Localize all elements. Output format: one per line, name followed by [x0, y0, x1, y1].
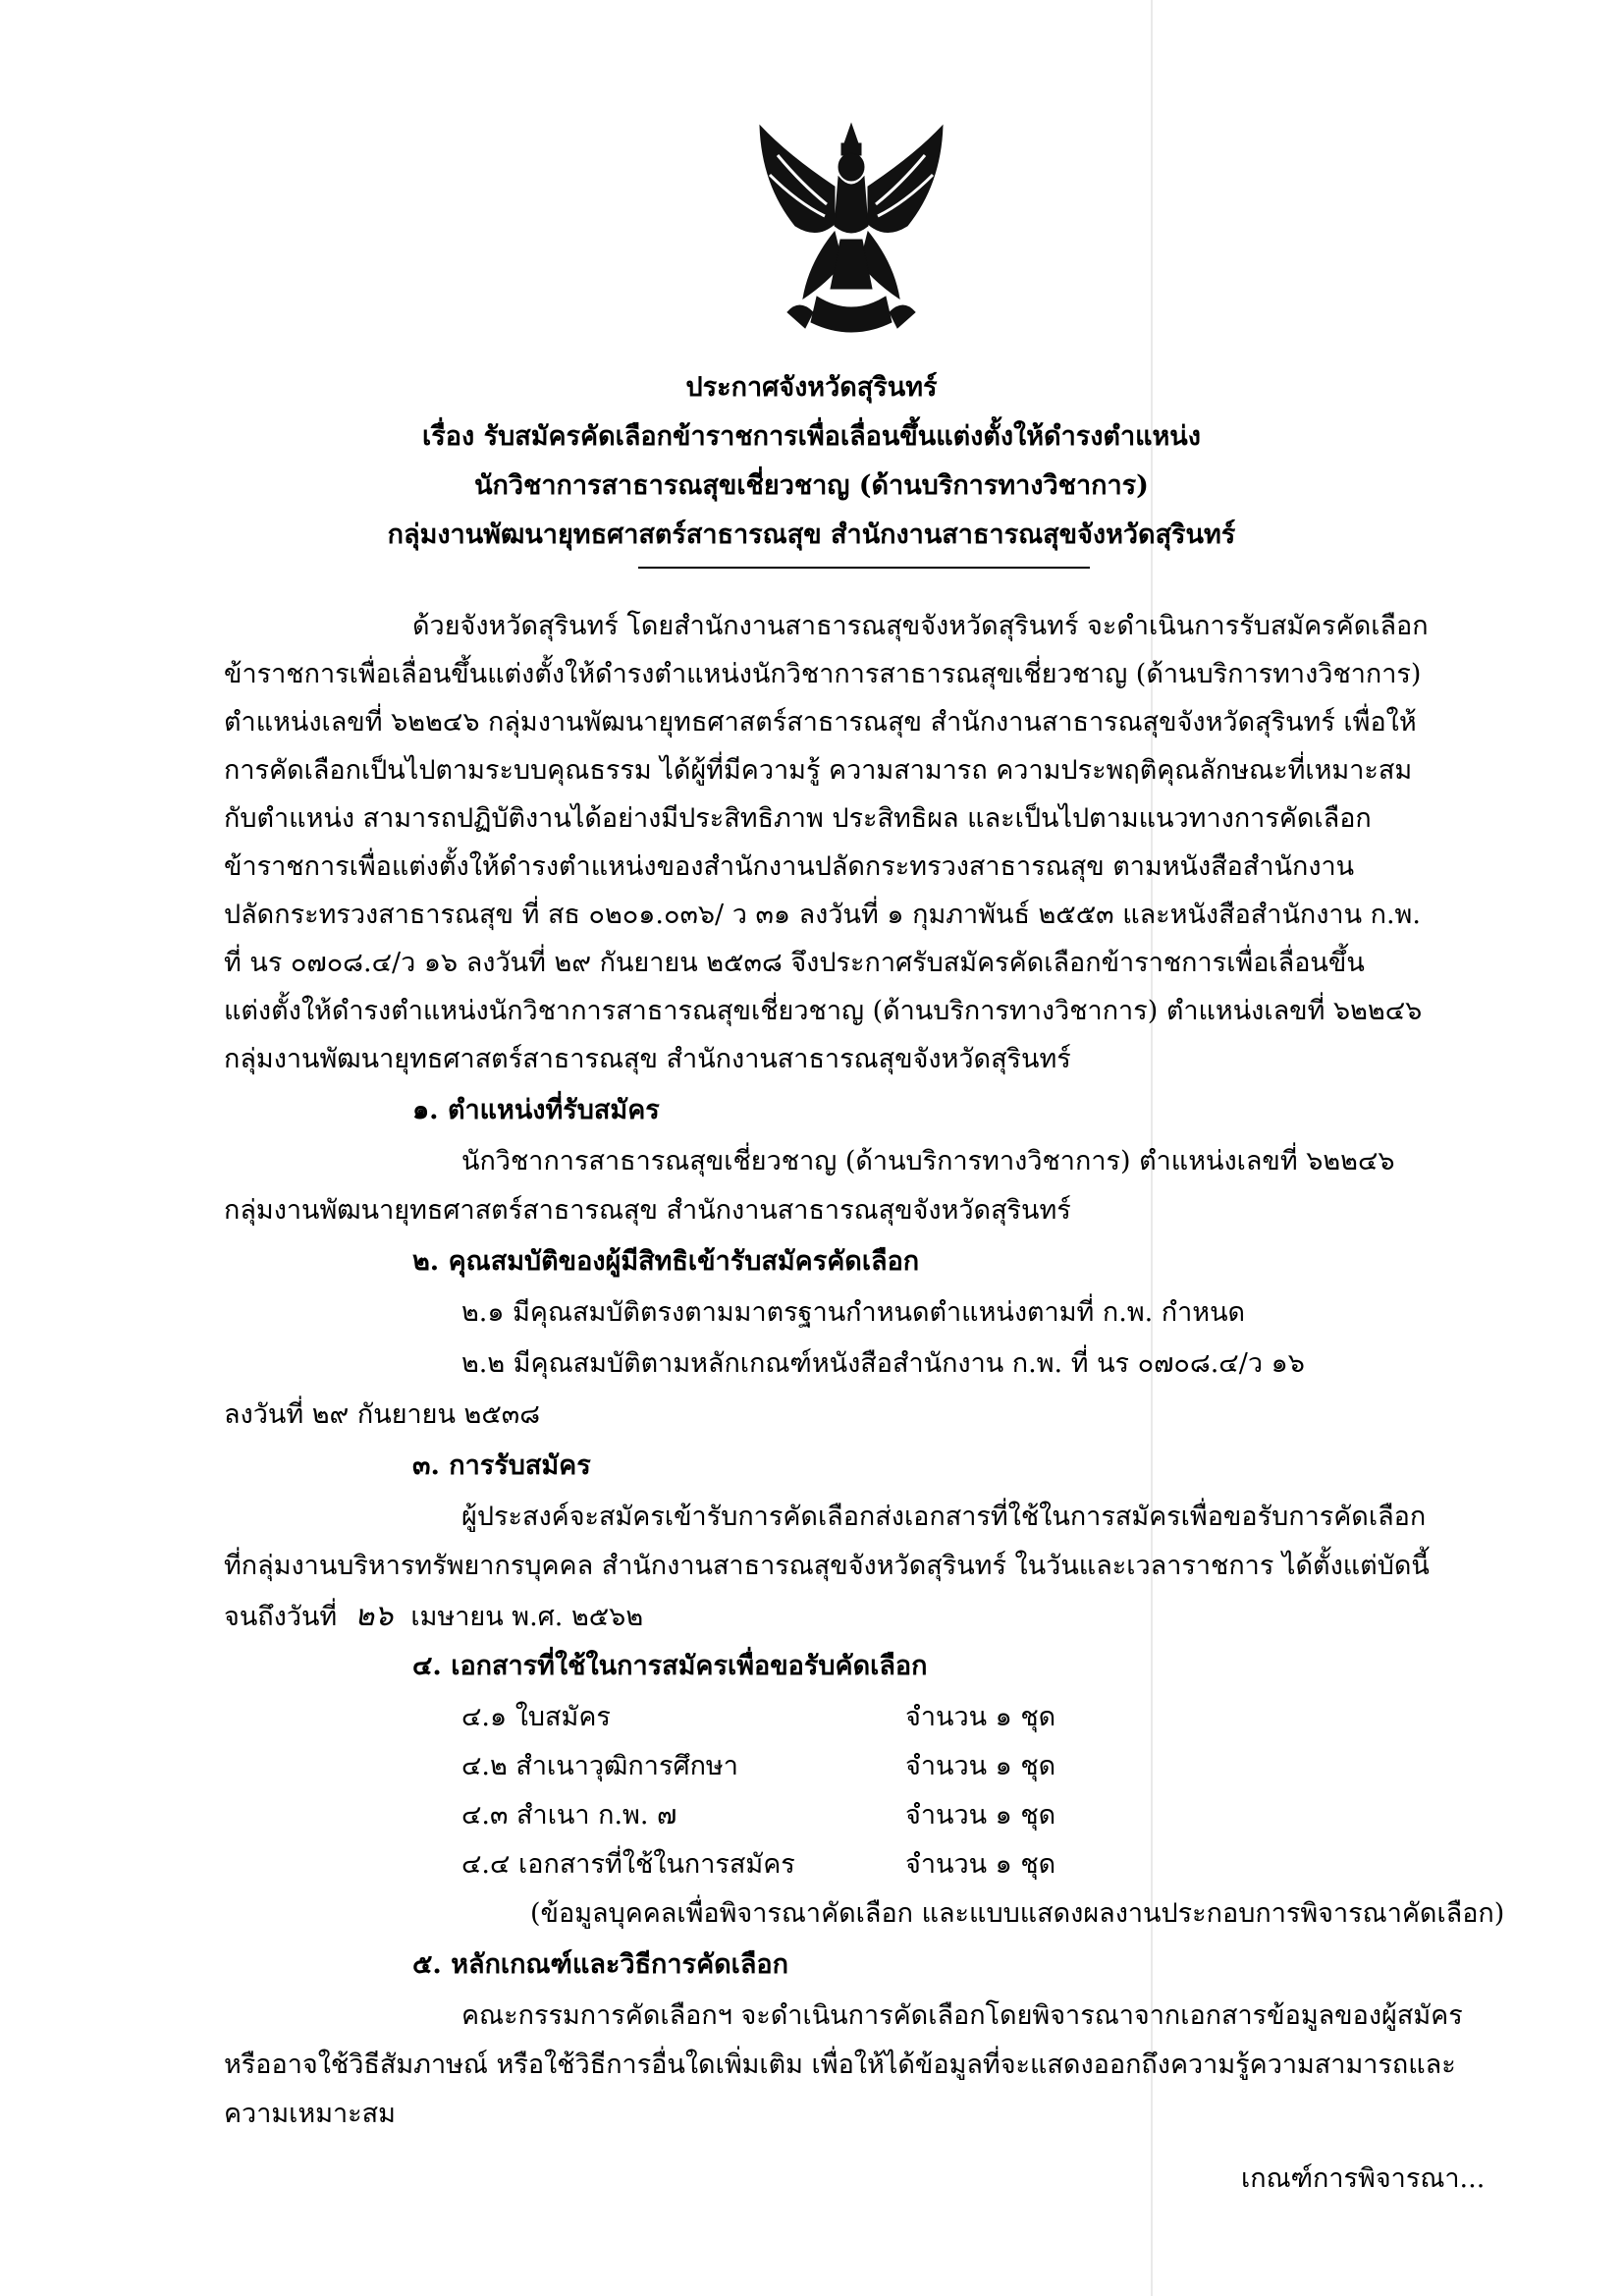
section-1-heading: ๑. ตำแหน่งที่รับสมัคร: [412, 1095, 660, 1125]
announcement-title: ประกาศจังหวัดสุรินทร์: [685, 372, 938, 403]
intro-line: แต่งตั้งให้ดำรงตำแหน่งนักวิชาการสาธารณสุขเชี่ยวชาญ (ด้านบริการทางวิชาการ) ตำแหน่งเลขที่ ๖๒๒๔๖: [224, 996, 1423, 1026]
document-item-qty: จำนวน ๑ ชุด: [905, 1849, 1056, 1880]
section-4-heading: ๔. เอกสารที่ใช้ในการสมัครเพื่อขอรับคัดเลือก: [412, 1651, 928, 1681]
subject-line: เรื่อง รับสมัครคัดเลือกข้าราชการเพื่อเลื่อนขึ้นแต่งตั้งให้ดำรงตำแหน่ง: [422, 421, 1201, 452]
intro-line: ปลัดกระทรวงสาธารณสุข ที่ สธ ๐๒๐๑.๐๓๖/ ว ๓๑ ลงวันที่ ๑ กุมภาพันธ์ ๒๕๕๓ และหนังสือสำนักงาน ก.พ.: [224, 900, 1421, 930]
section-5-line: หรืออาจใช้วิธีสัมภาษณ์ หรือใช้วิธีการอื่นใดเพิ่มเติม เพื่อให้ได้ข้อมูลที่จะแสดงออกถึงความรู้ความสามารถและ: [224, 2050, 1456, 2080]
section-1-line: นักวิชาการสาธารณสุขเชี่ยวชาญ (ด้านบริการทางวิชาการ) ตำแหน่งเลขที่ ๖๒๒๔๖: [461, 1146, 1395, 1176]
section-3-heading: ๓. การรับสมัคร: [412, 1450, 591, 1481]
intro-line: ข้าราชการเพื่อเลื่อนขึ้นแต่งตั้งให้ดำรงตำแหน่งนักวิชาการสาธารณสุขเชี่ยวชาญ (ด้านบริการทางวิชาการ): [224, 659, 1422, 689]
section-4-note: (ข้อมูลบุคคลเพื่อพิจารณาคัดเลือก และแบบแสดงผลงานประกอบการพิจารณาคัดเลือก): [530, 1898, 1505, 1929]
section-5-heading: ๕. หลักเกณฑ์และวิธีการคัดเลือก: [412, 1949, 788, 1980]
intro-line: ตำแหน่งเลขที่ ๖๒๒๔๖ กลุ่มงานพัฒนายุทธศาสตร์สาธารณสุข สำนักงานสาธารณสุขจังหวัดสุรินทร์ เพื่อให้: [224, 707, 1417, 738]
intro-line: ที่ นร ๐๗๐๘.๔/ว ๑๖ ลงวันที่ ๒๙ กันยายน ๒๕๓๘ จึงประกาศรับสมัครคัดเลือกข้าราชการเพื่อเลื่อนขึ้น: [224, 948, 1365, 978]
document-item-name: ๔.๔ เอกสารที่ใช้ในการสมัคร: [461, 1849, 795, 1880]
section-2-item: ๒.๑ มีคุณสมบัติตรงตามมาตรฐานกำหนดตำแหน่งตามที่ ก.พ. กำหนด: [461, 1297, 1246, 1328]
section-2-line: ลงวันที่ ๒๙ กันยายน ๒๕๓๘: [224, 1399, 541, 1430]
deadline-suffix: เมษายน พ.ศ. ๒๕๖๒: [410, 1602, 644, 1632]
section-5-line: ความเหมาะสม: [224, 2099, 396, 2129]
garuda-emblem: [748, 116, 954, 347]
section-3-line: ผู้ประสงค์จะสมัครเข้ารับการคัดเลือกส่งเอกสารที่ใช้ในการสมัครเพื่อขอรับการคัดเลือก: [461, 1502, 1427, 1532]
document-item-qty: จำนวน ๑ ชุด: [905, 1702, 1056, 1732]
intro-line: ข้าราชการเพื่อแต่งตั้งให้ดำรงตำแหน่งของสำนักงานปลัดกระทรวงสาธารณสุข ตามหนังสือสำนักงาน: [224, 851, 1355, 882]
document-item-name: ๔.๒ สำเนาวุฒิการศึกษา: [461, 1751, 738, 1781]
section-3-line: ที่กลุ่มงานบริหารทรัพยากรบุคคล สำนักงานสาธารณสุขจังหวัดสุรินทร์ ในวันและเวลาราชการ ได้ตั้งแต่บัดนี้: [224, 1551, 1430, 1581]
title-divider: [638, 567, 1090, 569]
handwritten-day: ๒๖: [354, 1599, 394, 1633]
intro-line: กับตำแหน่ง สามารถปฏิบัติงานได้อย่างมีประสิทธิภาพ ประสิทธิผล และเป็นไปตามแนวทางการคัดเลือก: [224, 803, 1372, 834]
department-line: กลุ่มงานพัฒนายุทธศาสตร์สาธารณสุข สำนักงานสาธารณสุขจังหวัดสุรินทร์: [387, 519, 1236, 550]
intro-line: ด้วยจังหวัดสุรินทร์ โดยสำนักงานสาธารณสุขจังหวัดสุรินทร์ จะดำเนินการรับสมัครคัดเลือก: [412, 611, 1429, 641]
section-5-line: คณะกรรมการคัดเลือกฯ จะดำเนินการคัดเลือกโดยพิจารณาจากเอกสารข้อมูลของผู้สมัคร: [461, 2000, 1463, 2031]
document-item-name: ๔.๑ ใบสมัคร: [461, 1702, 611, 1732]
section-3-deadline: [224, 1593, 643, 1639]
section-2-heading: ๒. คุณสมบัติของผู้มีสิทธิเข้ารับสมัครคัดเลือก: [412, 1246, 920, 1277]
section-2-item: ๒.๒ มีคุณสมบัติตามหลักเกณฑ์หนังสือสำนักงาน ก.พ. ที่ นร ๐๗๐๘.๔/ว ๑๖: [461, 1348, 1305, 1379]
document-item-qty: จำนวน ๑ ชุด: [905, 1751, 1056, 1781]
section-1-line: กลุ่มงานพัฒนายุทธศาสตร์สาธารณสุข สำนักงานสาธารณสุขจังหวัดสุรินทร์: [224, 1195, 1071, 1226]
continuation-marker: เกณฑ์การพิจารณา...: [1241, 2163, 1486, 2194]
document-item-qty: จำนวน ๑ ชุด: [905, 1800, 1056, 1831]
intro-line: การคัดเลือกเป็นไปตามระบบคุณธรรม ได้ผู้ที่มีความรู้ ความสามารถ ความประพฤติคุณลักษณะที่เหมาะสม: [224, 755, 1413, 786]
document-item-name: ๔.๓ สำเนา ก.พ. ๗: [461, 1800, 677, 1831]
position-title: นักวิชาการสาธารณสุขเชี่ยวชาญ (ด้านบริการทางวิชาการ): [474, 470, 1149, 501]
intro-line: กลุ่มงานพัฒนายุทธศาสตร์สาธารณสุข สำนักงานสาธารณสุขจังหวัดสุรินทร์: [224, 1044, 1071, 1074]
deadline-prefix: จนถึงวันที่: [224, 1602, 338, 1632]
